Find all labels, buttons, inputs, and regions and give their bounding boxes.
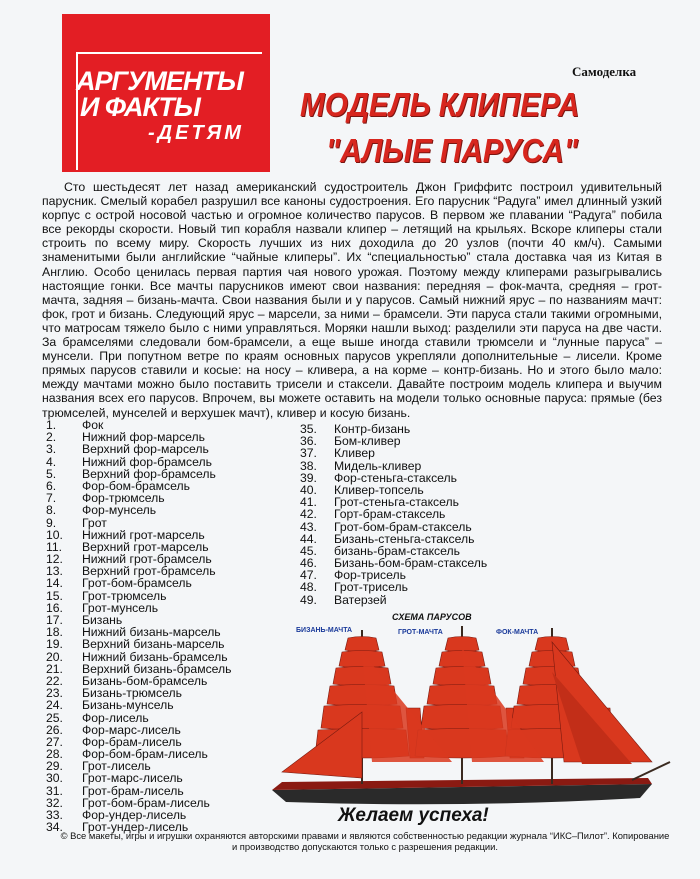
sail-number: 1.: [46, 418, 57, 432]
sail-name: Верхний бизань-брамсель: [82, 661, 232, 676]
sail-number: 6.: [46, 478, 57, 493]
sail-name: Горт-брам-стаксель: [334, 507, 446, 522]
sail-number: 29.: [46, 759, 63, 774]
magazine-logo: [62, 14, 270, 172]
sail-name: Грот-бом-брамсель: [82, 576, 192, 591]
sail-number: 3.: [46, 442, 57, 457]
ship-illustration: [272, 626, 670, 804]
sail-number: 36.: [300, 434, 317, 449]
sail-name: Бизань: [82, 613, 123, 627]
sail-name: Бом-кливер: [334, 434, 401, 449]
sail-name: Бизань-стеньга-стаксель: [334, 531, 475, 546]
bowsprit: [632, 762, 670, 780]
sail-number: 19.: [46, 637, 63, 652]
sail-number: 14.: [46, 576, 63, 591]
sail-name: Верхний грот-брамсель: [82, 564, 216, 579]
sail-name: Фор-лисель: [82, 710, 149, 725]
square-sail: [345, 637, 379, 653]
sail-name: Грот-брам-лисель: [82, 783, 184, 798]
sail-name: Грот-ундер-лисель: [82, 820, 189, 835]
sail-number: 2.: [46, 430, 57, 445]
sail-name: Грот-трюмсель: [82, 588, 167, 603]
sail-number: 33.: [46, 808, 63, 822]
sail-number: 27.: [46, 734, 63, 749]
sail-number: 4.: [46, 454, 57, 469]
sail-number: 21.: [46, 661, 63, 676]
sail-name: Фор-трюмсель: [82, 491, 165, 506]
sail-number: 49.: [300, 592, 317, 607]
sail-name: Грот-бом-брам-лисель: [82, 795, 210, 810]
sail-number: 46.: [300, 556, 317, 571]
sail-name: Грот-лисель: [82, 759, 151, 774]
square-sail: [445, 637, 479, 653]
sail-number: 16.: [46, 600, 63, 615]
sail-number: 34.: [46, 820, 63, 835]
sail-list-item: [300, 581, 487, 593]
sail-name: Фор-брам-лисель: [82, 734, 182, 749]
sail-name: Бизань-бом-брамсель: [82, 673, 208, 688]
sail-list-item: [300, 594, 487, 606]
sail-number: 25.: [46, 710, 63, 725]
rubric-label: Самоделка: [572, 64, 637, 79]
sail-number: 8.: [46, 503, 57, 518]
sail-number: 41.: [300, 495, 317, 510]
fore-mast-label: ФОК-МАЧТА: [496, 629, 539, 636]
scheme-title: СХЕМА ПАРУСОВ: [392, 612, 472, 622]
sail-number: 47.: [300, 568, 317, 583]
sail-number: 17.: [46, 613, 63, 627]
sail-name: Мидель-кливер: [334, 458, 422, 473]
article-title-line1: МОДЕЛЬ КЛИПЕРА: [300, 86, 580, 123]
sail-number: 37.: [300, 446, 317, 461]
sail-name: Верхний фор-брамсель: [82, 466, 216, 481]
sail-number: 20.: [46, 649, 63, 664]
sail-number: 43.: [300, 519, 317, 534]
sail-name: Кливер-топсель: [334, 482, 424, 497]
sail-name: Нижний бизань-брамсель: [82, 649, 228, 664]
main-mast-label: ГРОТ-МАЧТА: [398, 629, 443, 636]
sail-number: 35.: [300, 422, 317, 436]
intro-paragraph: Сто шестьдесят лет назад американский судостроитель Джон Гриффитс построил удивительный парусник. Смелый корабел разрушил все каноны судостроения. Его парусник “Радуга” имел длинный узкий корпус с острой носовой частью и огромное количество парусов. В первом же плавании “Радуга” побила все рекорды скорости. Новый тип корабля назвали клипер – летящий на крыльях. Вскоре клиперы стали строить по всему миру. Скорость лучших из них доходила до 20 узлов (почти 40 км/ч). Самыми знаменитыми были английские “чайные клиперы”. Их “специальностью” стала доставка чая из Китая в Англию. Особо ценилась первая партия чая нового урожая. Поэтому между клиперами разыгрывались настоящие гонки. Все мачты парусников имеют свои названия: передняя – фок-мачта, средняя – грот-мачта, задняя – бизань-мачта. Свои названия были и у парусов. Самый нижний ярус – по названиям мачт: фок, грот и бизань. Следующий ярус – марсели, за ними – брамсели. Эти паруса стали такими огромными, что матросам тяжело было с ними управляться. Моряки нашли выход: разделили эти паруса на две части. За брамселями следовали бом-брамсели, а еще выше иногда ставили трюмсели и “лунные паруса” – мунсели. При попутном ветре по краям основных парусов укрепляли дополнительные – лисели. Кроме прямых парусов ставили и косые: на носу – кливера, а на корме – контр-бизань. Но и этого было мало: между мачтами можно было поставить трисели и стаксели. Давайте построим модель клипера и выучим названия всех его парусов. Впрочем, вы можете оставить на модели только основные паруса: прямые (без трюмселей, мунселей и верхушек мачт), кливер и косую бизань.: [42, 180, 662, 420]
sail-name: Фор-ундер-лисель: [82, 808, 187, 822]
sail-number: 15.: [46, 588, 63, 603]
sail-number: 5.: [46, 466, 57, 481]
sail-number: 38.: [300, 458, 317, 473]
sail-name: Грот-стеньга-стаксель: [334, 495, 459, 510]
square-sail: [339, 651, 385, 669]
sail-number: 22.: [46, 673, 63, 688]
sail-name: Бизань-бом-брам-стаксель: [334, 556, 488, 571]
sail-name: Контр-бизань: [334, 422, 411, 436]
sail-name: Верхний бизань-марсель: [82, 637, 225, 652]
sail-number: 48.: [300, 580, 317, 595]
sail-name: Верхний фор-марсель: [82, 442, 209, 457]
sail-number: 18.: [46, 625, 63, 640]
sail-list-item: [46, 602, 232, 614]
sail-number: 39.: [300, 470, 317, 485]
sail-name: Нижний грот-марсель: [82, 527, 205, 542]
sail-name: Фор-бом-брамсель: [82, 478, 190, 493]
sail-name: Фор-стеньга-стаксель: [334, 470, 458, 485]
mizzen-mast-label: БИЗАНЬ-МАЧТА: [296, 627, 353, 634]
sail-number: 45.: [300, 543, 317, 558]
sail-number: 28.: [46, 747, 63, 762]
copyright-notice: © Все макеты, игры и игрушки охраняются авторскими правами и являются собственностью редакции журнала “ИКС–Пилот”. Копирование и производство допускаются только с разрешения редакции.: [60, 830, 670, 852]
sail-name: Кливер: [334, 446, 375, 461]
logo-text-line3: -ДЕТЯМ: [148, 122, 244, 144]
sail-name: Фор-бом-брам-лисель: [82, 747, 208, 762]
logo-text-line1: АРГУМЕНТЫ: [76, 66, 243, 96]
sail-number: 24.: [46, 698, 63, 713]
sail-number: 13.: [46, 564, 63, 579]
logo-text-line2: И ФАКТЫ: [80, 92, 200, 122]
sail-list-right: [300, 423, 487, 606]
article-title-line2: "АЛЫЕ ПАРУСА": [326, 132, 578, 169]
sail-name: Грот-марс-лисель: [82, 771, 183, 786]
sail-list-left: [46, 419, 232, 833]
sail-number: 44.: [300, 531, 317, 546]
sail-name: Нижний фор-марсель: [82, 430, 205, 445]
sail-name: Нижний фор-брамсель: [82, 454, 212, 469]
sail-name: Нижний грот-брамсель: [82, 552, 212, 567]
sail-name: Грот-трисель: [334, 580, 408, 595]
sail-scheme-diagram: [252, 612, 672, 812]
sail-number: 12.: [46, 552, 63, 567]
sail-number: 9.: [46, 515, 57, 530]
sail-number: 11.: [46, 539, 63, 554]
sail-number: 42.: [300, 507, 317, 522]
square-sail: [439, 651, 485, 669]
sail-number: 40.: [300, 482, 317, 497]
sail-number: 23.: [46, 686, 63, 701]
sail-name: Грот: [82, 515, 107, 530]
sail-name: Бизань-трюмсель: [82, 686, 182, 701]
sail-list-item: [300, 435, 487, 447]
sail-name: Ватерзей: [334, 592, 387, 607]
sail-number: 32.: [46, 795, 63, 810]
sail-name: бизань-брам-стаксель: [334, 543, 460, 558]
sail-number: 26.: [46, 722, 63, 737]
sail-name: Верхний грот-марсель: [82, 539, 209, 554]
sail-name: Фок: [82, 418, 104, 432]
sail-number: 7.: [46, 491, 57, 506]
sail-name: Фор-трисель: [334, 568, 406, 583]
sail-name: Грот-мунсель: [82, 600, 159, 615]
sail-number: 30.: [46, 771, 63, 786]
sail-name: Нижний бизань-марсель: [82, 625, 221, 640]
sail-name: Грот-бом-брам-стаксель: [334, 519, 472, 534]
sail-number: 10.: [46, 527, 63, 542]
sail-name: Фор-мунсель: [82, 503, 157, 518]
sail-number: 31.: [46, 783, 63, 798]
sail-name: Бизань-мунсель: [82, 698, 174, 713]
sail-list-item: [46, 504, 232, 516]
sail-name: Фор-марс-лисель: [82, 722, 181, 737]
closing-wish: Желаем успеха!: [338, 805, 489, 826]
